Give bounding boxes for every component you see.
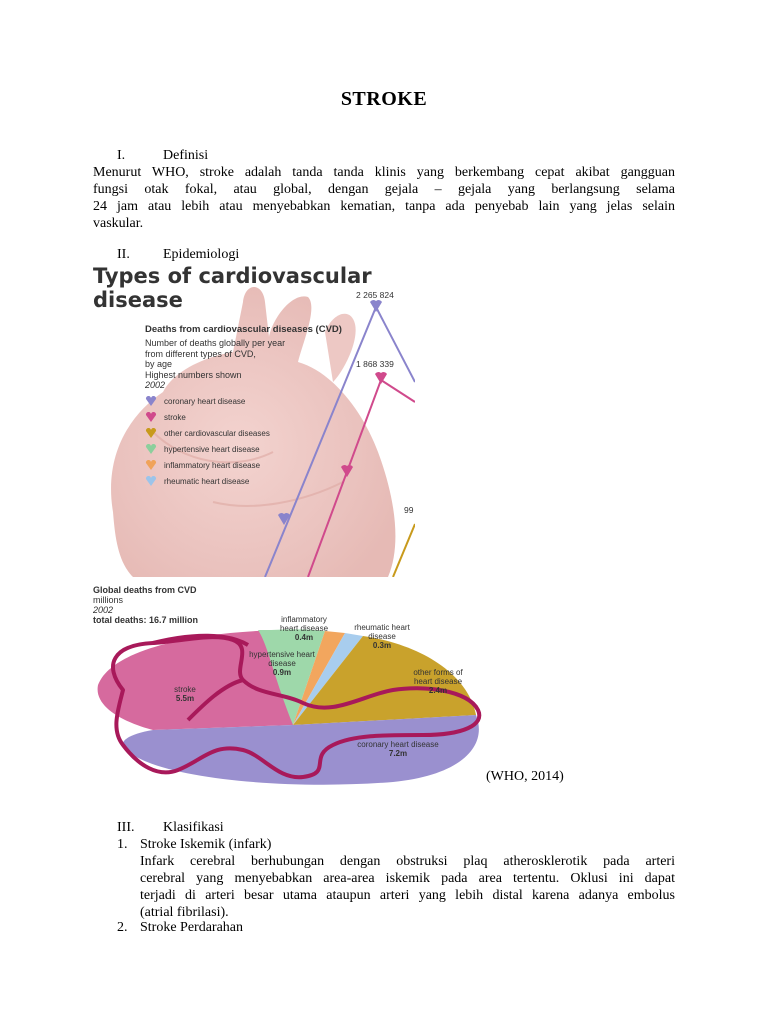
legend-item: coronary heart disease [145,393,270,409]
figure-subtitle: Deaths from cardiovascular diseases (CVD) [145,324,342,335]
pie-label-stroke: stroke 5.5m [174,685,196,703]
description-line: Highest numbers shown [145,369,242,380]
paragraph-line: cerebral yang menyebabkan area-area iskemik pada area tertentu. Oklusi ini dapat [140,871,675,886]
value-stroke-label: 1 868 339 [356,359,394,369]
legend-item: stroke [145,409,270,425]
figure-legend [145,393,270,489]
pie-header-title: Global deaths from CVD [93,585,197,595]
paragraph-line: fungsi otak fokal, atau global, dengan gejala – gejala yang berlangsung selama [93,182,675,197]
value-coronary-label: 2 265 824 [356,290,394,300]
page-title: STROKE [340,88,428,110]
section-1-numeral: I. [117,148,126,163]
heart-marker-icon [145,412,157,423]
section-3-heading: Klasifikasi [163,820,224,835]
list-item-title: Stroke Perdarahan [140,920,244,935]
paragraph-line: terjadi di arteri besar utama ataupun arteri yang lebih distal karena adanya embolus [140,888,675,903]
pie-label-hypertensive: hypertensive heart disease 0.9m [249,650,315,677]
paragraph-line: (atrial fibrilasi). [140,905,229,920]
section-2-heading: Epidemiologi [163,247,240,262]
paragraph-line: Infark cerebral berhubungan dengan obstruksi plaq atherosklerotik pada arteri [140,854,675,869]
figure-source: (WHO, 2014) [486,769,564,784]
pie-header-total: total deaths: 16.7 million [93,615,199,625]
heart-marker-icon [145,428,157,439]
pie-label-coronary: coronary heart disease 7.2m [357,740,439,758]
pie-header-units: millions [93,595,124,605]
heart-marker-icon [145,396,157,407]
section-1-heading: Definisi [163,148,209,163]
cvd-pie-chart [93,585,488,785]
figure-description [145,338,285,391]
paragraph-line: 24 jam atau lebih atau menyebabkan kematian, tanpa ada penyebab lain yang jelas selain [93,199,675,214]
list-item-title: Stroke Iskemik (infark) [140,837,272,852]
legend-item: hypertensive heart disease [145,441,270,457]
heart-marker-icon [145,476,157,487]
pie-header-year: 2002 [93,605,114,615]
pie-label-other: other forms of heart disease 2.4m [413,668,463,695]
section-2-numeral: II. [117,247,130,262]
list-item-number: 2. [117,920,128,935]
pie-label-inflammatory: inflammatory heart disease 0.4m [279,615,329,642]
pie-label-rheumatic: rheumatic heart disease 0.3m [354,623,410,650]
description-line: by age [145,359,173,369]
heart-marker-icon [145,460,157,471]
value-other-label: 99 [404,505,414,515]
section-3-numeral: III. [117,820,135,835]
paragraph-line: vaskular. [93,216,144,231]
section-1-paragraph [93,164,675,232]
legend-item: rheumatic heart disease [145,473,270,489]
figure-title-line-1: Types of cardiovascular [93,264,372,288]
description-line: Number of deaths globally per year [145,338,286,348]
description-line: 2002 [145,380,166,390]
heart-marker-icon [145,444,157,455]
figure-title-line-2: disease [93,288,183,312]
pie-header [93,585,198,625]
description-line: from different types of CVD, [145,348,256,359]
cvd-infographic [93,262,415,577]
paragraph-line: Menurut WHO, stroke adalah tanda tanda klinis yang berkembang cepat akibat gangguan [93,165,675,180]
legend-item: inflammatory heart disease [145,457,270,473]
legend-item: other cardiovascular diseases [145,425,270,441]
list-item-number: 1. [117,837,128,852]
list-item-paragraph [140,853,675,921]
